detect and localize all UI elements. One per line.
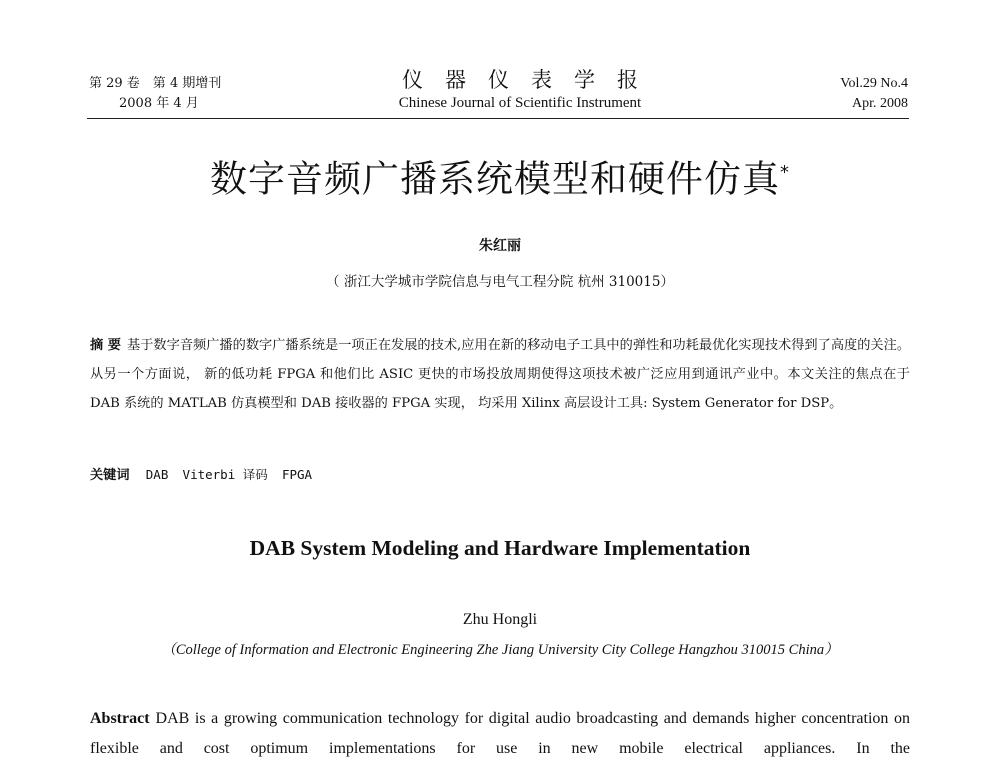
title-footnote-mark: * [780, 162, 790, 183]
journal-name-zh: 仪器仪表学报 [402, 68, 660, 92]
abstract-en-text: DAB is a growing communication technology for digital audio broadcasting and demands higher concentration on flexible and cost optimum implementations for use in new mobile electrical appliances. In the [90, 710, 910, 757]
keyword: FPGA [281, 467, 313, 482]
paper-title-en: DAB System Modeling and Hardware Implementation [249, 536, 751, 560]
volume-issue-en: Vol.29 No.4 [840, 76, 908, 91]
abstract-en-label: Abstract [90, 710, 150, 727]
abstract-zh-text: 基于数字音频广播的数字广播系统是一项正在发展的技术,应用在新的移动电子工具中的弹性和功耗最优化实现技术得到了高度的关注。从另一个方面说， 新的低功耗 FPGA 和他们比 ASIC 更快的市场投放周期使得这项技术被广泛应用到通讯产业中。本文关注的焦点在于 DAB 系统的 MATLAB 仿真模型和 DAB 接收器的 FPGA 实现， 均采用 Xilinx 高层设计工具: System Generator for DSP。 [90, 338, 911, 411]
affiliation-zh: （ 浙江大学城市学院信息与电气工程分院 杭州 310015） [326, 274, 674, 290]
author-en: Zhu Hongli [462, 611, 538, 628]
abstract-zh-label: 摘 要 [90, 338, 122, 353]
author-zh: 朱红丽 [479, 238, 521, 254]
keywords-zh [90, 463, 322, 488]
keywords-zh-label: 关键词 [90, 468, 130, 483]
affiliation-en: （College of Information and Electronic Engineering Zhe Jiang University City College Hangzhou 310015 China） [161, 642, 839, 658]
paper-title-zh [0, 150, 1000, 202]
abstract-en [90, 704, 910, 764]
date-zh: 2008 年 4 月 [119, 96, 199, 111]
volume-issue-zh: 第 29 卷 第 4 期增刊 [89, 76, 222, 91]
journal-name [360, 66, 680, 112]
date-en: Apr. 2008 [852, 96, 908, 111]
keyword: Viterbi 译码 [182, 467, 268, 482]
keyword: DAB [145, 467, 169, 482]
paper-title-zh-text: 数字音频广播系统模型和硬件仿真 [210, 157, 780, 201]
header-rule [87, 118, 909, 119]
abstract-zh [90, 331, 910, 418]
header-left [89, 74, 221, 114]
header-right [840, 74, 908, 114]
journal-name-en: Chinese Journal of Scientific Instrument [398, 95, 642, 111]
